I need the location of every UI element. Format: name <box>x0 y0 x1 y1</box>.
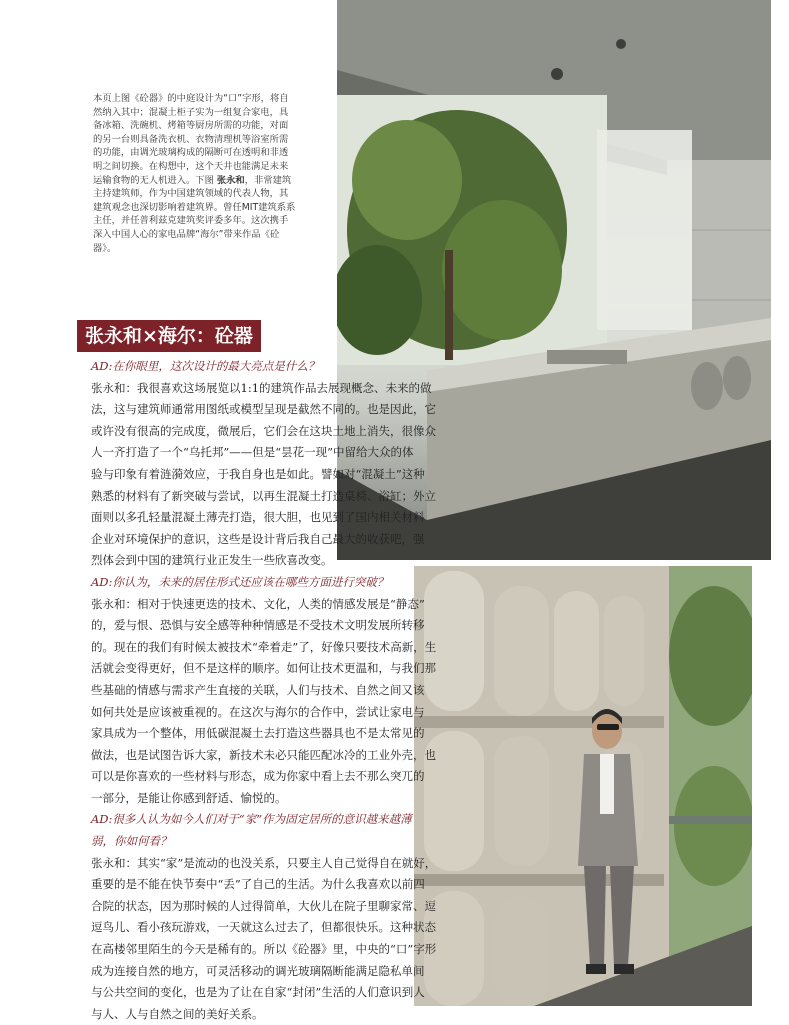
answer-line: 张永和：我很喜欢这场展览以1:1的建筑作品去展现概念、未来的做 <box>91 380 432 395</box>
photo-caption <box>93 92 296 255</box>
answer-line: 法，这与建筑师通常用图纸或模型呈现是截然不同的。也是因此，它 <box>91 402 436 417</box>
article-body <box>91 356 436 1025</box>
answer-line: 如何共处是应该被重视的。在这次与海尔的合作中，尝试让家电与 <box>91 704 425 719</box>
caption-text-2: ，非常建筑主持建筑师，作为中国建筑领域的代表人物，其建筑观念也深切影响着建筑界。曾任MIT建筑系系主任，并任普利兹克建筑奖评委多年。这次携手深入中国人心的家电品牌“海尔”带来作品《砼器》。 <box>93 174 296 254</box>
question-3-line-2: 弱，你如何看？ <box>91 834 172 849</box>
answer-2 <box>91 594 436 810</box>
answer-3 <box>91 853 436 1025</box>
answer-line: 一部分，是能让你感到舒适、愉悦的。 <box>91 790 287 805</box>
answer-line: 与人、人与自然之间的美好关系。 <box>91 1006 264 1021</box>
answer-line: 张永和：其实“家”是流动的也没关系，只要主人自己觉得自在就好， <box>91 855 437 870</box>
caption-name: 张永和 <box>216 174 245 186</box>
answer-line: 些基础的情感与需求产生直接的关联，人们与技术、自然之间又该 <box>91 682 425 697</box>
answer-line: 可以是你喜欢的一些材料与形态，成为你家中看上去不那么突兀的 <box>91 769 425 784</box>
answer-line: 活就会变得更好，但不是这样的顺序。如何让技术更温和，与我们那 <box>91 661 436 676</box>
question-1: AD:在你眼里，这次设计的最大亮点是什么？ <box>91 359 320 373</box>
question-3-line-1: AD:很多人认为如今人们对于“家”作为固定居所的意识越来越薄 <box>91 812 412 827</box>
answer-line: 或许没有很高的完成度，微展后，它们会在这块土地上消失，很像众 <box>91 423 436 438</box>
answer-line: 企业对环境保护的意识，这些是设计背后我自己最大的收获吧，强 <box>91 531 425 546</box>
answer-line: 熟悉的材料有了新突破与尝试，以再生混凝土打造桌椅、浴缸；外立 <box>91 488 436 503</box>
answer-line: 与公共空间的变化，也是为了让在自家“封闭”生活的人们意识到人 <box>91 985 425 1000</box>
article-headline: 张永和×海尔：砼器 <box>77 320 261 352</box>
question-2: AD:你认为，未来的居住形式还应该在哪些方面进行突破？ <box>91 574 389 589</box>
answer-line: 做法，也是试图告诉大家，新技术未必只能匹配冰冷的工业外壳，也 <box>91 747 436 762</box>
answer-line: 在高楼邻里陌生的今天是稀有的。所以《砼器》里，中央的“口”字形 <box>91 942 437 957</box>
answer-line: 逗鸟儿、看小孩玩游戏，一天就这么过去了，但都很快乐。这种状态 <box>91 920 436 935</box>
architect-portrait-photo <box>414 566 752 1006</box>
answer-line: 的，爱与恨、恐惧与安全感等种种情感是不受技术文明发展所转移 <box>91 618 425 633</box>
caption-text-1: 本页上图《砼器》的中庭设计为“口”字形，将自然纳入其中；混凝土柜子实为一组复合家电，具备冰箱、洗碗机、烤箱等厨房所需的功能，对面的另一台则具备洗衣机、衣物清理机等浴室所需的功能，由调光玻璃构成的隔断可在透明和非透明之间切换。在构想中，这个天井也能满足未来运输食物的无人机进入。下图 <box>93 93 289 186</box>
answer-line: 面则以多孔轻量混凝土薄壳打造，很大胆，也见到了国内相关材料 <box>91 510 425 525</box>
answer-line: 人一齐打造了一个“乌托邦”——但是“昙花一现”中留给大众的体 <box>91 445 414 460</box>
answer-line: 烈体会到中国的建筑行业正发生一些欣喜改变。 <box>91 553 333 568</box>
answer-line: 重要的是不能在快节奏中“丢”了自己的生活。为什么我喜欢以前四 <box>91 877 425 892</box>
answer-line: 的。现在的我们有时候太被技术“牵着走”了，好像只要技术高新，生 <box>91 639 437 654</box>
answer-line: 家具成为一个整体，用低碳混凝土去打造这些器具也不是太常见的 <box>91 726 425 741</box>
answer-line: 验与印象有着涟漪效应，于我自身也是如此。譬如对“混凝土”这种 <box>91 466 425 481</box>
answer-line: 合院的状态，因为那时候的人过得简单，大伙儿在院子里聊家常、逗 <box>91 898 436 913</box>
answer-line: 成为连接自然的地方，可灵活移动的调光玻璃隔断能满足隐私单间 <box>91 963 425 978</box>
answer-line: 张永和：相对于快速更迭的技术、文化，人类的情感发展是“静态” <box>91 596 425 611</box>
answer-1 <box>91 378 436 572</box>
